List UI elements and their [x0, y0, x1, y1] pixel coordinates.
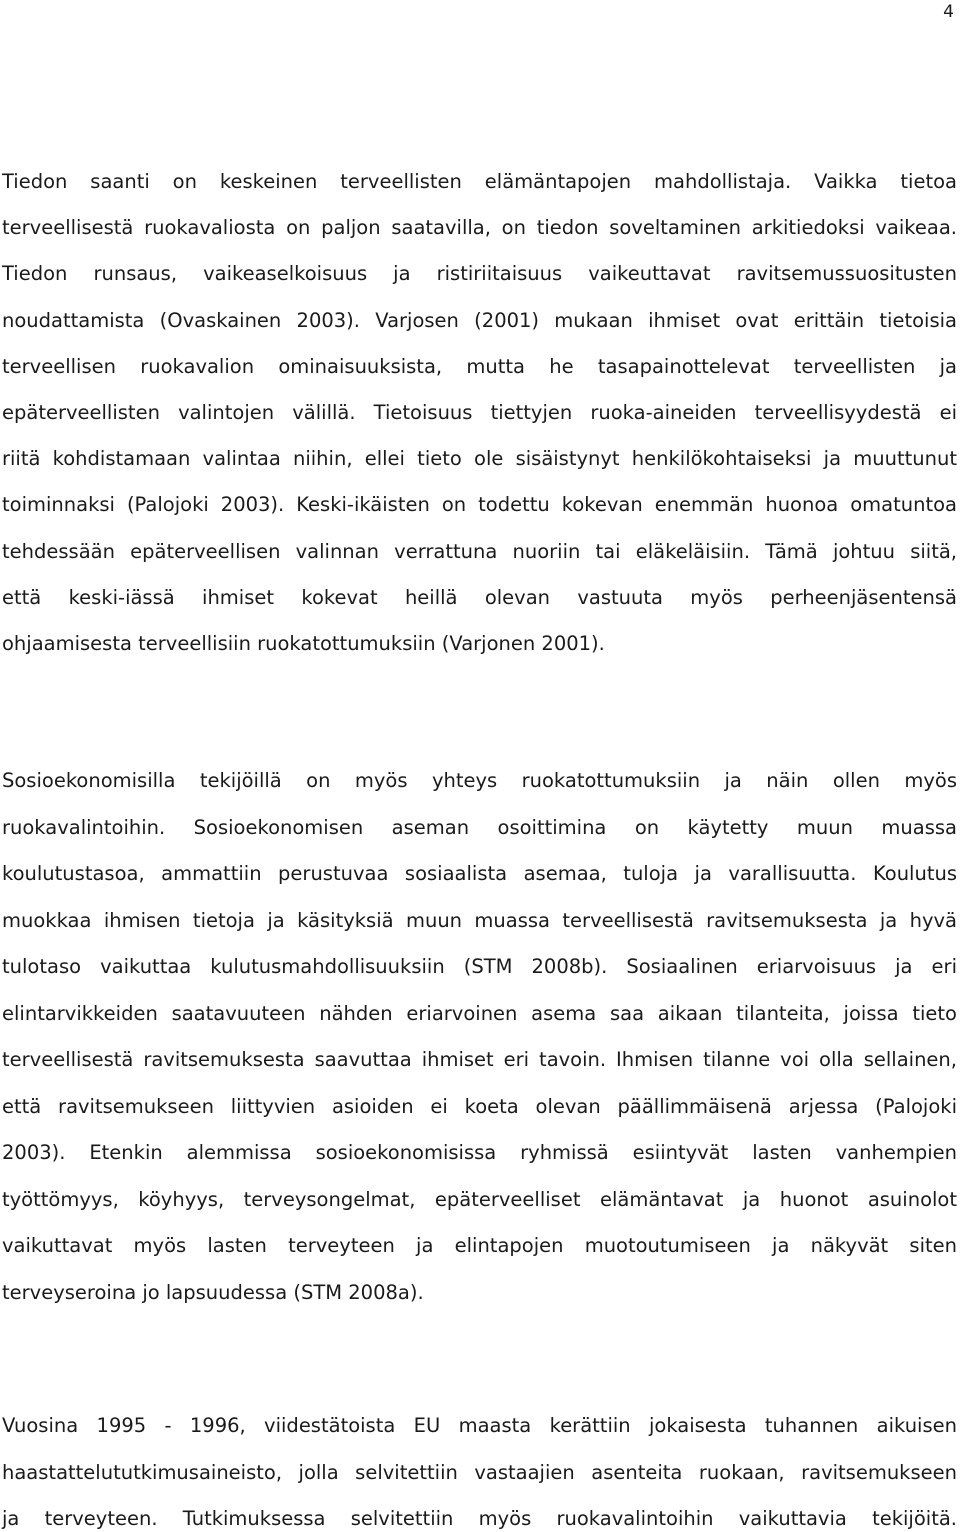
text-line: terveellisestä ravitsemuksesta saavuttaa ihmiset eri tavoin. Ihmisen tilanne voi olla sellainen, — [2, 1048, 957, 1071]
text-line: Tiedon saanti on keskeinen terveellisten elämäntapojen mahdollistaja. Vaikka tietoa — [2, 170, 957, 193]
text-line: toiminnaksi (Palojoki 2003). Keski-ikäisten on todettu kokevan enemmän huonoa omatuntoa — [2, 493, 957, 517]
text-line: tehdessään epäterveellisen valinnan verrattuna nuoriin tai eläkeläisiin. Tämä johtuu siitä, — [2, 539, 957, 563]
text-line: Tiedon runsaus, vaikeaselkoisuus ja ristiriitaisuus vaikeuttavat ravitsemussuositusten — [2, 262, 957, 286]
text-line: ruokavalintoihin. Sosioekonomisen aseman osoittimina on käytetty muun muassa — [2, 815, 957, 839]
text-line: ja terveyteen. Tutkimuksessa selvitettiin myös ruokavalintoihin vaikuttavia tekijöitä. — [2, 1507, 957, 1530]
text-line: 2003). Etenkin alemmissa sosioekonomisissa ryhmissä esiintyvät lasten vanhempien — [2, 1141, 957, 1164]
text-line: noudattamista (Ovaskainen 2003). Varjosen (2001) mukaan ihmiset ovat erittäin tietoisia — [2, 308, 957, 332]
text-line: muokkaa ihmisen tietoja ja käsityksiä muun muassa terveellisestä ravitsemuksesta ja hyvä — [2, 908, 957, 932]
text-line: että keski-iässä ihmiset kokevat heillä olevan vastuuta myös perheenjäsentensä — [2, 585, 957, 609]
text-line: epäterveellisten valintojen välillä. Tietoisuus tiettyjen ruoka-aineiden terveellisyydestä ei — [2, 401, 957, 424]
text-line: työttömyys, köyhyys, terveysongelmat, epäterveelliset elämäntavat ja huonot asuinolot — [2, 1187, 957, 1211]
text-line: riitä kohdistamaan valintaa niihin, ellei tieto ole sisäistynyt henkilökohtaiseksi ja muuttunut — [2, 447, 957, 471]
text-line: ohjaamisesta terveellisiin ruokatottumuksiin (Varjonen 2001). — [2, 632, 605, 655]
text-line: Sosioekonomisilla tekijöillä on myös yhteys ruokatottumuksiin ja näin ollen myös — [2, 769, 957, 792]
text-line: että ravitsemukseen liittyvien asioiden ei koeta olevan päällimmäisenä arjessa (Palojoki — [2, 1094, 957, 1118]
text-line: vaikuttavat myös lasten terveyteen ja elintapojen muotoutumiseen ja näkyvät siten — [2, 1234, 957, 1257]
text-line: Vuosina 1995 - 1996, viidestätoista EU maasta kerättiin jokaisesta tuhannen aikuisen — [2, 1414, 957, 1437]
text-line: terveyseroina jo lapsuudessa (STM 2008a). — [2, 1280, 424, 1304]
text-line: koulutustasoa, ammattiin perustuvaa sosiaalista asemaa, tuloja ja varallisuutta. Koulutus — [2, 862, 957, 885]
text-line: terveellisestä ruokavaliosta on paljon saatavilla, on tiedon soveltaminen arkitiedoksi vaikeaa. — [2, 216, 957, 240]
text-line: tulotaso vaikuttaa kulutusmahdollisuuksiin (STM 2008b). Sosiaalinen eriarvoisuus ja eri — [2, 955, 957, 978]
text-line: haastattelututkimusaineisto, jolla selvitettiin vastaajien asenteita ruokaan, ravitsemukseen — [2, 1460, 957, 1484]
page-number: 4 — [943, 2, 954, 22]
text-line: terveellisen ruokavalion ominaisuuksista, mutta he tasapainottelevat terveellisten ja — [2, 354, 957, 378]
text-line: elintarvikkeiden saatavuuteen nähden eriarvoinen asema saa aikaan tilanteita, joissa tieto — [2, 1001, 957, 1025]
